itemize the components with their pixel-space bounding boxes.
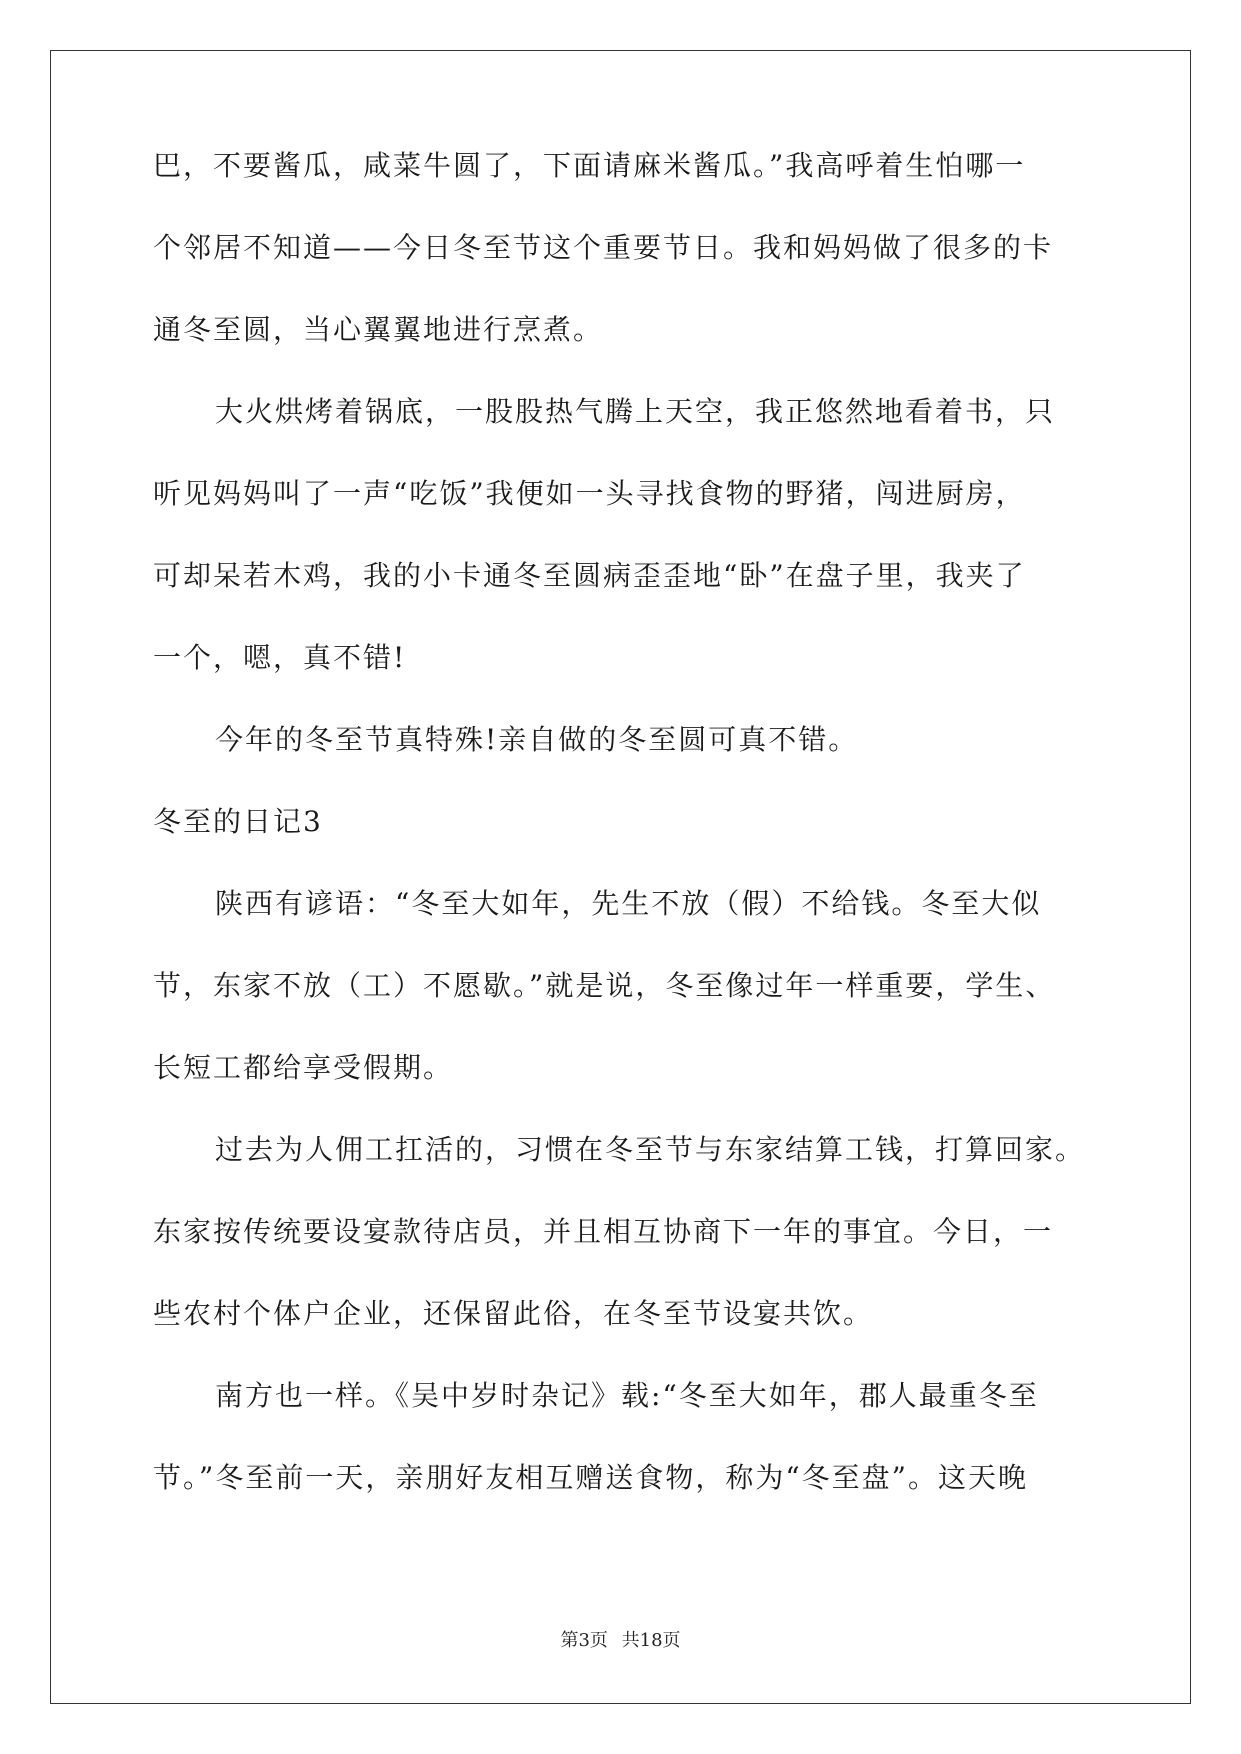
text-line: 陕西有谚语：“冬至大如年，先生不放（假）不给钱。冬至大似 bbox=[215, 887, 1042, 920]
text-line: 个邻居不知道——今日冬至节这个重要节日。我和妈妈做了很多的卡 bbox=[153, 231, 1054, 264]
text-line: 一个，嗯，真不错! bbox=[153, 641, 407, 674]
document-body bbox=[153, 150, 1103, 1544]
section-heading: 冬至的日记3 bbox=[153, 805, 323, 838]
text-line: 大火烘烤着锅底，一股股热气腾上天空，我正悠然地看着书，只 bbox=[215, 395, 1056, 428]
text-line: 可却呆若木鸡，我的小卡通冬至圆病歪歪地“卧”在盘子里，我夹了 bbox=[153, 559, 1026, 592]
text-line: 巴，不要酱瓜，咸菜牛圆了，下面请麻米酱瓜。”我高呼着生怕哪一 bbox=[153, 149, 1026, 182]
text-line: 节。”冬至前一天，亲朋好友相互赠送食物，称为“冬至盘”。这天晚 bbox=[153, 1461, 1028, 1494]
text-line: 过去为人佣工扛活的，习惯在冬至节与东家结算工钱，打算回家。 bbox=[215, 1133, 1086, 1166]
page-number: 第3页 bbox=[560, 1630, 608, 1651]
text-line: 东家按传统要设宴款待店员，并且相互协商下一年的事宜。今日，一 bbox=[153, 1215, 1054, 1248]
text-line: 听见妈妈叫了一声“吃饭”我便如一头寻找食物的野猪，闯进厨房， bbox=[153, 477, 1026, 510]
page-footer bbox=[0, 1626, 1241, 1652]
text-line: 节，东家不放（工）不愿歇。”就是说，冬至像过年一样重要，学生、 bbox=[153, 969, 1056, 1002]
text-line: 今年的冬至节真特殊!亲自做的冬至圆可真不错。 bbox=[215, 723, 859, 756]
text-line: 南方也一样。《吴中岁时杂记》载:“冬至大如年，郡人最重冬至 bbox=[215, 1379, 1039, 1412]
text-line: 长短工都给享受假期。 bbox=[153, 1051, 454, 1084]
page-total: 共18页 bbox=[621, 1630, 681, 1651]
text-line: 些农村个体户企业，还保留此俗，在冬至节设宴共饮。 bbox=[153, 1297, 874, 1330]
text-line: 通冬至圆，当心翼翼地进行烹煮。 bbox=[153, 313, 604, 346]
